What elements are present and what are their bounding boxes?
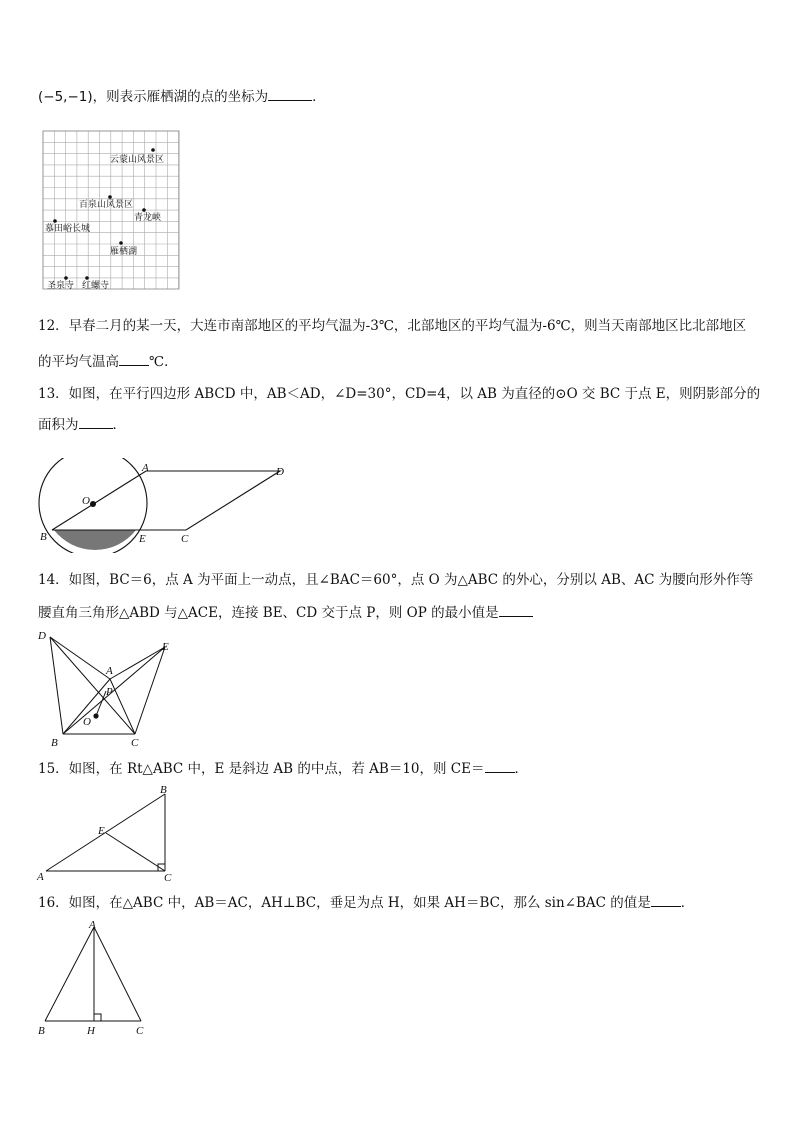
map-label-qinglong: 青龙峡 [134,212,162,222]
svg-text:C: C [136,1025,144,1037]
q15-line1: 15．如图，在 Rt△ABC 中，E 是斜边 AB 的中点，若 AB＝10，则 CE＝ ． [38,761,528,777]
svg-text:E: E [162,641,169,653]
q13-figure [36,458,296,553]
q15-figure [34,784,179,884]
svg-text:D: D [276,466,284,478]
q14-answer-blank[interactable] [499,604,533,617]
q15-answer-blank[interactable] [485,760,515,773]
q13-line1: 13．如图，在平行四边形 ABCD 中，AB＜AD，∠D=30°，CD=4，以 AB 为直径的⊙O 交 BC 于点 E，则阴影部分的 [38,386,761,402]
svg-text:B: B [160,784,167,796]
map-label-shengquan: 圣泉寺 [47,280,75,290]
svg-text:E: E [98,825,105,837]
q14-line2: 腰直角三角形△ABD 与△ACE，连接 BE、CD 交于点 P，则 OP 的最小值是 [38,604,763,622]
q13-answer-blank[interactable] [79,416,113,429]
svg-text:B: B [51,737,58,748]
q11-grid-map [42,130,182,292]
svg-text:B: B [40,531,47,543]
svg-text:H: H [87,1025,95,1037]
svg-text:P: P [106,686,113,698]
map-label-yanqi: 雁栖湖 [110,246,138,256]
q14-line1: 14．如图，BC＝6，点 A 为平面上一动点，且∠BAC＝60°，点 O 为△ABC 的外心，分别以 AB、AC 为腰向形外作等 [38,572,754,588]
svg-text:D: D [38,630,46,642]
q16-line1: 16．如图，在△ABC 中，AB＝AC，AH⊥BC，垂足为点 H，如果 AH＝BC，那么 sin∠BAC 的值是 ． [38,895,695,911]
svg-text:C: C [131,737,139,748]
svg-text:A: A [89,919,96,931]
q12-line2: 的平均气温高 ℃． [38,354,178,370]
svg-text:A: A [142,462,149,474]
q13-line2: 面积为 ． [38,417,126,433]
q14-figure [34,626,179,748]
q12-answer-blank[interactable] [119,353,149,366]
map-label-yunmeng: 云蒙山风景区 [110,154,165,164]
svg-text:O: O [83,716,91,728]
q16-answer-blank[interactable] [651,894,681,907]
svg-text:C: C [181,533,189,545]
svg-text:C: C [164,872,172,884]
map-label-hongluo: 红螺寺 [82,280,110,290]
map-label-mutianyu: 慕田峪长城 [45,223,91,233]
q12-line1: 12．早春二月的某一天，大连市南部地区的平均气温为-3℃，北部地区的平均气温为-6℃，则当天南部地区比北部地区 [38,318,747,334]
svg-text:B: B [38,1025,45,1037]
q11-coordinate: (−5,−1) [38,89,93,105]
q11-text: (−5,−1)，则表示雁栖湖的点的坐标为 ． [38,89,326,105]
svg-text:O: O [82,495,90,507]
q16-figure [34,918,154,1040]
q11-answer-blank[interactable] [268,88,312,101]
svg-text:E: E [139,533,146,545]
map-label-baiquan: 百泉山风景区 [79,199,134,209]
svg-text:A: A [106,665,113,677]
svg-text:A: A [37,871,44,883]
